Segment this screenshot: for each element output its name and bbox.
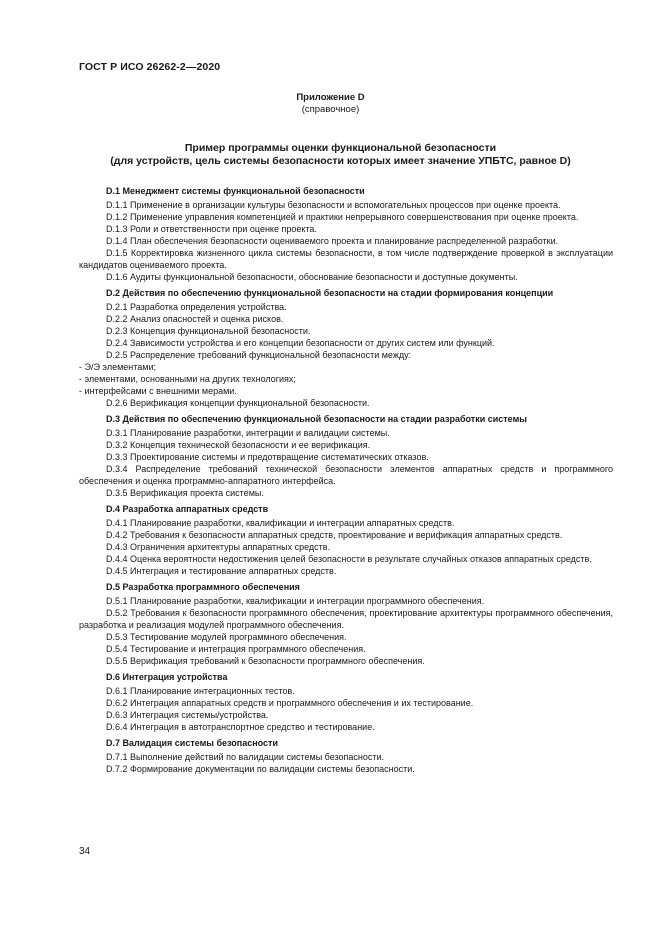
list-item: D.4.1 Планирование разработки, квалификации и интеграции аппаратных средств. (106, 518, 455, 528)
list-item: D.1.3 Роли и ответственности при оценке проекта. (106, 224, 317, 234)
list-item: D.2.6 Верификация концепции функциональной безопасности. (106, 398, 370, 408)
document-title-line2: (для устройств, цель системы безопасности которых имеет значение УПБТС, равное D) (110, 155, 571, 167)
annex-subtitle: (справочное) (301, 104, 360, 115)
list-item: D.1.5 Корректировка жизненного цикла системы безопасности, в том числе подтверждение проверкой в эксплуатации кандидатов оцениваемого проекта. (79, 248, 613, 270)
section-d1 (79, 185, 613, 283)
list-item: D.4.5 Интеграция и тестирование аппаратных средств. (106, 566, 337, 576)
list-item: D.4.3 Ограничения архитектуры аппаратных средств. (106, 542, 331, 552)
section-heading: D.2 Действия по обеспечению функциональной безопасности на стадии формирования концепции (106, 288, 554, 298)
list-item: D.4.2 Требования к безопасности аппаратных средств, проектирование и верификация аппаратных средств. (106, 530, 563, 540)
list-item: D.5.5 Верификация требований к безопасности программного обеспечения. (106, 656, 425, 666)
section-d5 (79, 581, 613, 667)
list-item: D.7.1 Выполнение действий по валидации системы безопасности. (106, 752, 385, 762)
list-item: D.7.2 Формирование документации по валидации системы безопасности. (106, 764, 415, 774)
list-item: D.1.4 План обеспечения безопасности оцениваемого проекта и планирование распределенной разработки. (106, 236, 559, 246)
document-title (60, 142, 621, 168)
document-title-line1: Пример программы оценки функциональной безопасности (184, 142, 497, 154)
list-item: D.3.1 Планирование разработки, интеграции и валидации системы. (106, 428, 390, 438)
bullet-item: - Э/Э элементами; (79, 362, 156, 372)
bullet-item: - элементами, основанными на других технологиях; (79, 374, 296, 384)
list-item: D.6.3 Интеграция системы/устройства. (106, 710, 269, 720)
list-item: D.5.2 Требования к безопасности программного обеспечения, проектирование архитектуры программного обеспечения, разработка и реализация модулей программного обеспечения. (79, 608, 613, 630)
bullet-item: - интерфейсами с внешними мерами. (79, 386, 237, 396)
list-item: D.5.3 Тестирование модулей программного обеспечения. (106, 632, 347, 642)
list-item: D.1.2 Применение управления компетенцией и практики непрерывного совершенствования при оценке проекта. (106, 212, 579, 222)
section-heading: D.5 Разработка программного обеспечения (106, 582, 300, 592)
section-heading: D.1 Менеджмент системы функциональной безопасности (106, 186, 365, 196)
annex-content (79, 185, 613, 779)
annex-title: Приложение D (296, 92, 365, 103)
list-item: D.2.2 Анализ опасностей и оценка рисков. (106, 314, 284, 324)
section-d7 (79, 737, 613, 775)
list-item: D.3.4 Распределение требований технической безопасности элементов аппаратных средств и программного обеспечения и оценка программно-аппаратного интерфейса. (79, 464, 613, 486)
list-item: D.2.1 Разработка определения устройства. (106, 302, 287, 312)
list-item: D.6.1 Планирование интеграционных тестов. (106, 686, 295, 696)
section-heading: D.6 Интеграция устройства (106, 672, 228, 682)
section-heading: D.7 Валидация системы безопасности (106, 738, 278, 748)
list-item: D.5.1 Планирование разработки, квалификации и интеграции программного обеспечения. (106, 596, 485, 606)
list-item: D.1.1 Применение в организации культуры безопасности и вспомогательных процессов при оценке проекта. (106, 200, 561, 210)
list-item: D.4.4 Оценка вероятности недостижения целей безопасности в результате случайных отказов аппаратных средств. (106, 554, 592, 564)
list-item: D.6.4 Интеграция в автотранспортное средство и тестирование. (106, 722, 375, 732)
list-item: D.1.6 Аудиты функциональной безопасности, обоснование безопасности и доступные документы. (106, 272, 518, 282)
section-d2 (79, 287, 613, 409)
section-d3 (79, 413, 613, 499)
list-item: D.2.3 Концепция функциональной безопасности. (106, 326, 311, 336)
section-d6 (79, 671, 613, 733)
list-item: D.6.2 Интеграция аппаратных средств и программного обеспечения и их тестирование. (106, 698, 474, 708)
list-item: D.3.3 Проектирование системы и предотвращение систематических отказов. (106, 452, 429, 462)
section-heading: D.4 Разработка аппаратных средств (106, 504, 269, 514)
list-item: D.5.4 Тестирование и интеграция программного обеспечения. (106, 644, 366, 654)
section-d4 (79, 503, 613, 577)
annex-heading (0, 92, 661, 116)
list-item: D.3.2 Концепция технической безопасности и ее верификация. (106, 440, 371, 450)
page-number: 34 (79, 846, 91, 857)
list-item: D.2.5 Распределение требований функциональной безопасности между: (106, 350, 412, 360)
section-heading: D.3 Действия по обеспечению функциональной безопасности на стадии разработки системы (106, 414, 527, 424)
list-item: D.3.5 Верификация проекта системы. (106, 488, 264, 498)
standard-header: ГОСТ Р ИСО 26262-2—2020 (79, 61, 221, 73)
list-item: D.2.4 Зависимости устройства и его концепции безопасности от других систем или функций. (106, 338, 495, 348)
